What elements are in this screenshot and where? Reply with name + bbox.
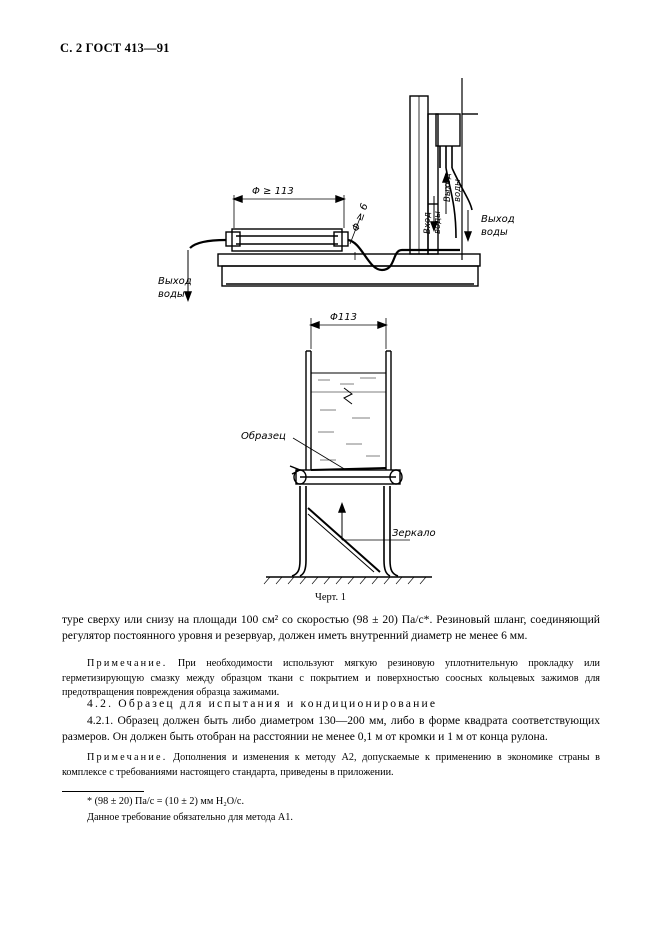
section-title: 4.2. Образец для испытания и кондиционирование [87,697,438,710]
footnote-rule [62,791,144,792]
label-diameter-large: Φ ≥ 113 [252,186,294,197]
section-4-2-title [62,696,600,712]
note-1-text: При необходимости используют мягкую резиновую уплотнительную прокладку или герметизирующую смазку между образцом ткани с покрытием и поверхностью соосных кольцевых зажимов для предотвращения повреждения образца зажимами. [62,658,600,698]
label-water-in-1: Вход [423,212,433,234]
level-regulator [436,114,460,146]
label-water-out-left-1: Выход [158,276,192,287]
label-water-out-vert-1: Выход [443,173,453,202]
label-sample: Образец [241,431,286,442]
holder-ring [232,229,342,251]
footnote-2: Данное требование обязательно для метода А1. [87,812,293,823]
note-1 [62,657,600,701]
label-water-in-2: воды [433,211,443,234]
page-header: С. 2 ГОСТ 413—91 [60,41,170,55]
paragraph-4-2-1: 4.2.1. Образец должен быть либо диаметром 130—200 мм, либо в форме квадрата соответствующих размеров. Он должен быть отобран на расстоянии не менее 0,1 м от кромки и 1 м от конца рулона. [62,714,600,743]
apparatus-base-plate [218,254,480,266]
label-water-out-left-2: воды [158,289,185,300]
figure-caption: Черт. 1 [315,592,346,603]
note-2 [62,751,600,780]
footnote-1: * (98 ± 20) Па/с = (10 ± 2) мм H₂O/с. [87,796,245,807]
label-mirror: Зеркало [392,528,436,539]
label-diameter-bottom: Φ113 [330,312,357,323]
label-water-out-right-2: воды [481,227,508,238]
note-2-label: Примечание. [87,752,168,763]
apparatus-base-body [222,266,478,286]
label-water-out-right-1: Выход [481,214,515,225]
label-diameter-small: Φ ≥ 6 [350,202,371,234]
note-1-label: Примечание. [87,658,168,669]
note-2-text: Дополнения и изменения к методу А2, допускаемые к применению в экономике страны в комплексе с требованиями настоящего стандарта, приведены в приложении. [62,752,600,778]
paragraph-1: туре сверху или снизу на площади 100 см² со скоростью (98 ± 20) Па/с*. Резиновый шланг, соединяющий регулятор постоянного уровня и резервуар, должен иметь внутренний диаметр не менее 6 мм. [62,613,600,642]
label-water-out-vert-2: воды [453,179,463,202]
